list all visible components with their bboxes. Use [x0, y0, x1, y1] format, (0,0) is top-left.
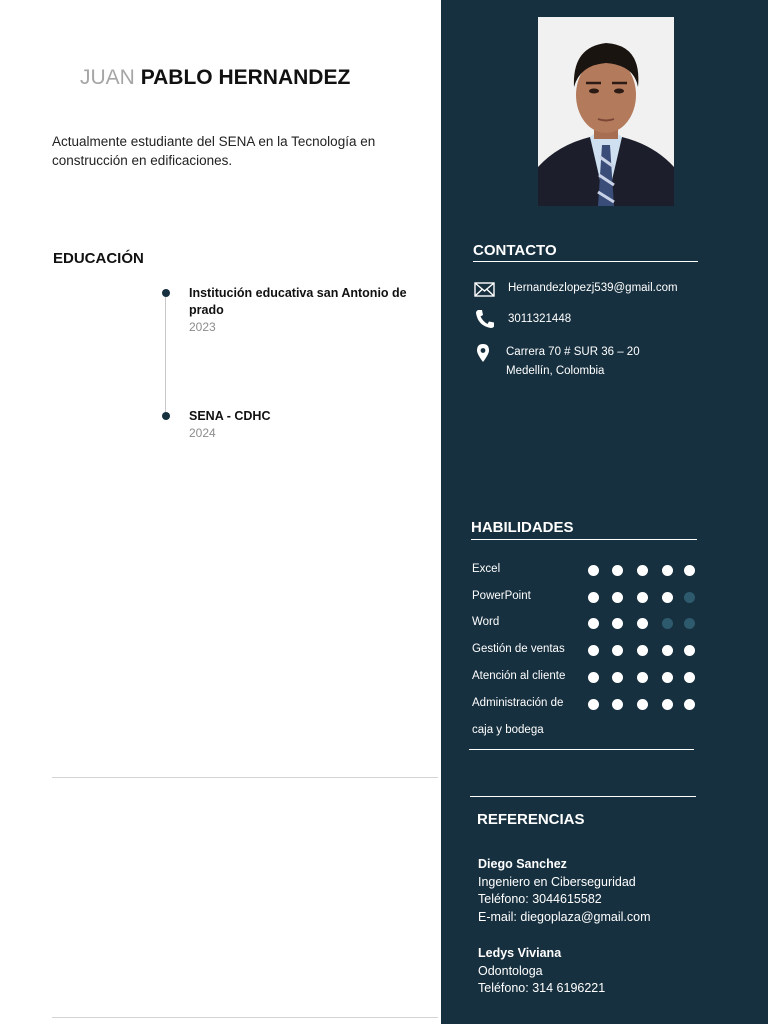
profile-summary: Actualmente estudiante del SENA en la Tecnología en construcción en edificaciones. [52, 134, 376, 168]
skill-level-dot [637, 592, 648, 603]
contact-rule [473, 261, 698, 262]
skill-level-dot [662, 672, 673, 683]
education-institution: SENA - CDHC [189, 409, 271, 423]
skill-label: PowerPoint [472, 589, 531, 602]
skills-rule [471, 539, 697, 540]
contact-address [506, 343, 640, 381]
address-line-1: Carrera 70 # SUR 36 – 20 [506, 346, 640, 358]
skill-level-dot [684, 565, 695, 576]
reference-role: Ingeniero en Ciberseguridad [478, 874, 636, 889]
skill-level-dot [662, 565, 673, 576]
education-year: 2023 [189, 320, 216, 334]
reference-email: E-mail: diegoplaza@gmail.com [478, 909, 651, 924]
skill-level-dot [662, 699, 673, 710]
reference-name: Diego Sanchez [478, 857, 567, 871]
contact-email[interactable]: Hernandezlopezj539@gmail.com [508, 282, 678, 294]
reference-item [478, 856, 650, 926]
skill-level-dot [612, 672, 623, 683]
skill-level-dot [684, 672, 695, 683]
phone-icon [474, 308, 496, 330]
skill-level-dot [588, 699, 599, 710]
reference-phone: Teléfono: 314 6196221 [478, 981, 606, 995]
skill-level-dot [612, 592, 623, 603]
education-year: 2024 [189, 426, 216, 440]
references-top-rule [470, 796, 696, 797]
profile-photo [538, 17, 674, 206]
education-item [189, 408, 414, 442]
skill-level-dot [637, 672, 648, 683]
skills-bottom-rule [469, 749, 694, 750]
skill-level-dot [684, 592, 695, 603]
contact-phone[interactable]: 3011321448 [508, 313, 572, 325]
skill-level-dot [684, 699, 695, 710]
skill-label: Gestión de ventas [472, 643, 565, 656]
envelope-icon [474, 279, 496, 301]
education-institution: Institución educativa san Antonio de prado [189, 286, 407, 317]
skill-level-dot [612, 565, 623, 576]
divider [52, 1017, 438, 1018]
reference-name: Ledys Viviana [478, 946, 562, 960]
timeline-line [165, 293, 166, 417]
skill-level-dot [588, 592, 599, 603]
contact-heading: CONTACTO [473, 242, 557, 259]
skill-label: Atención al cliente [472, 669, 566, 682]
skill-level-dot [612, 699, 623, 710]
full-name [80, 66, 350, 90]
skill-level-dot [637, 699, 648, 710]
skill-label-continuation: caja y bodega [472, 724, 544, 736]
skill-level-dot [588, 672, 599, 683]
skill-label: Excel [472, 563, 501, 575]
divider [52, 777, 438, 778]
skill-label: Administración de [472, 696, 564, 709]
skill-label: Word [472, 616, 500, 629]
skill-level-dot [637, 565, 648, 576]
location-pin-icon [474, 343, 496, 365]
address-line-2: Medellín, Colombia [506, 365, 605, 377]
education-item [189, 285, 414, 336]
skill-level-dot [588, 565, 599, 576]
reference-phone: Teléfono: 3044615582 [478, 892, 602, 906]
education-heading: EDUCACIÓN [53, 250, 144, 267]
reference-item [478, 945, 605, 998]
timeline-dot [162, 289, 170, 297]
skill-level-dot [662, 592, 673, 603]
reference-role: Odontologa [478, 963, 543, 978]
skills-heading: HABILIDADES [471, 519, 574, 536]
first-name: JUAN [80, 66, 135, 89]
last-names: PABLO HERNANDEZ [140, 66, 351, 89]
timeline-dot [162, 412, 170, 420]
references-heading: REFERENCIAS [477, 811, 585, 828]
